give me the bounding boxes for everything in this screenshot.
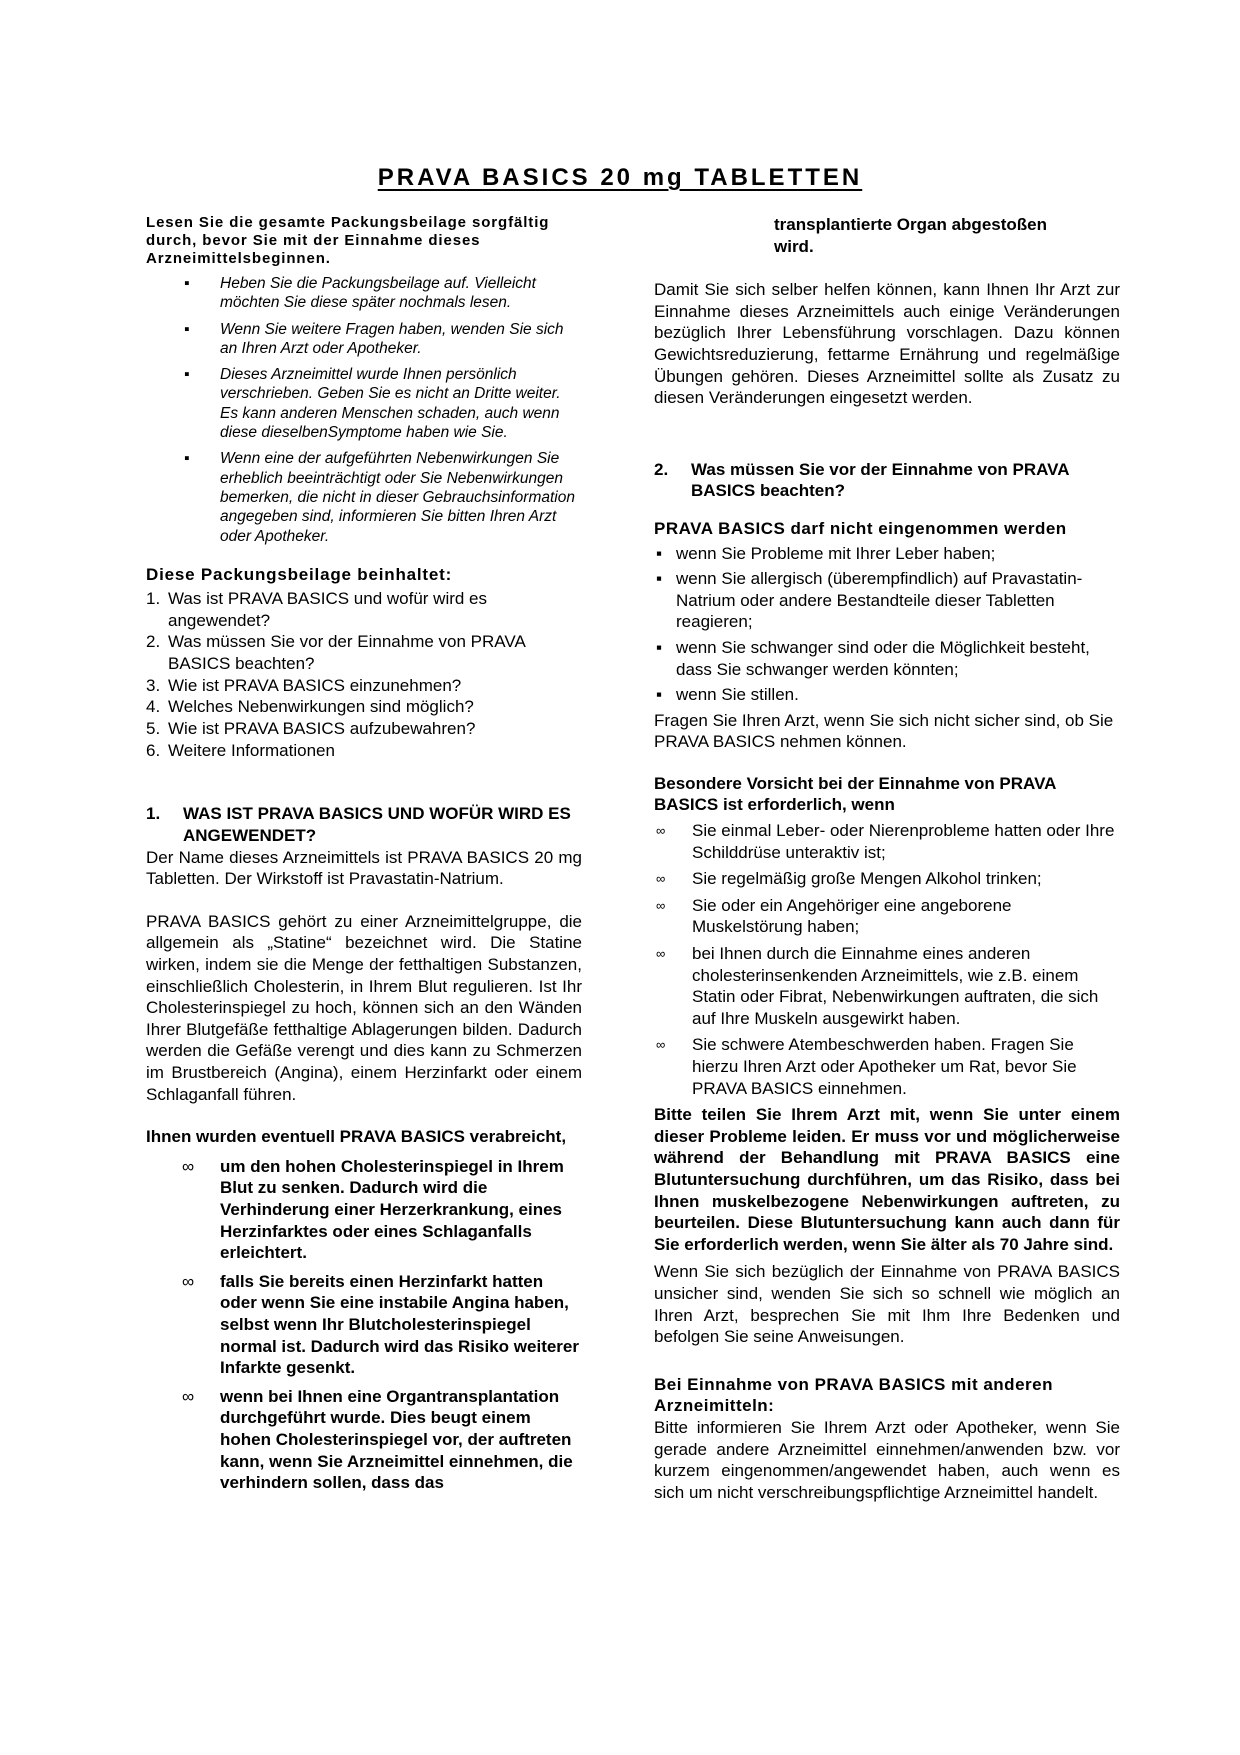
list-item: ▪ wenn Sie schwanger sind oder die Möglichkeit besteht, dass Sie schwanger werden könnten; — [654, 637, 1120, 680]
list-item: 1. Was ist PRAVA BASICS und wofür wird es angewendet? — [146, 588, 488, 630]
list-item: 2. Was müssen Sie vor der Einnahme von PRAVA BASICS beachten? — [146, 632, 525, 673]
tell-doctor-paragraph: Bitte teilen Sie Ihrem Arzt mit, wenn Sie unter einem dieser Probleme leiden. Er muss vor und möglicherweise während der Behandlung mit PRAVA BASICS eine Blutuntersuchung durchführen, um das Risiko, dass bei Ihnen muskelbezogene Nebenwirkungen auftreten, zu beurteilen. Diese Blutuntersuchung kann auch dann für Sie erforderlich werden, wenn Sie älter als 70 Jahre sind. — [654, 1105, 1120, 1254]
section-1-paragraph: PRAVA BASICS gehört zu einer Arzneimittelgruppe, die allgemein als „Statine“ bezeichnet wird. Die Statine wirken, indem sie die Menge der fetthaltigen Substanzen, einschließlich Cholesterin, in Ihrem Blut regulieren. Ist Ihr Cholesterinspiegel zu hoch, können sich an den Wänden Ihrer Blutgefäße fetthaltige Ablagerungen bilden. Dadurch werden die Gefäße verengt und dies kann zu Schmerzen im Brustbereich (Angina), einem Herzinfarkt oder einem Schlaganfall führen. — [146, 911, 582, 1104]
list-item: ▪ Wenn Sie weitere Fragen haben, wenden Sie sich an Ihren Arzt oder Apotheker. — [184, 320, 582, 359]
other-medicines-heading: Bei Einnahme von PRAVA BASICS mit anderen Arzneimitteln: — [654, 1374, 1053, 1416]
page-title: PRAVA BASICS 20 mg TABLETTEN — [377, 164, 863, 191]
list-item: ▪ wenn Sie allergisch (überempfindlich) auf Pravastatin-Natrium oder andere Bestandteile dieser Tabletten reagieren; — [654, 568, 1120, 633]
list-item: ∞ wenn bei Ihnen eine Organtransplantation durchgeführt wurde. Dies beugt einem hohen Cholesterinspiegel vor, der auftreten kann, wenn Sie Arzneimittel einnehmen, die verhindern sollen, dass das — [182, 1386, 582, 1494]
list-item: ∞ bei Ihnen durch die Einnahme eines anderen cholesterinsenkenden Arzneimittels, wie z.B. einem Statin oder Fibrat, Nebenwirkungen auftraten, die sich auf Ihre Muskeln ausgewirkt haben. — [654, 943, 1120, 1029]
other-medicines-paragraph: Bitte informieren Sie Ihrem Arzt oder Apotheker, wenn Sie gerade andere Arzneimittel einnehmen/anwenden bzw. vor kurzem eingenommen/angewendet haben, auch wenn es sich um nicht verschreibungspflichtige Arzneimittel handelt. — [654, 1417, 1120, 1502]
right-column — [654, 214, 1120, 1503]
list-item: ∞ Sie schwere Atembeschwerden haben. Fragen Sie hierzu Ihren Arzt oder Apotheker um Rat, bevor Sie PRAVA BASICS einnehmen. — [654, 1034, 1120, 1099]
not-take-list — [654, 543, 1120, 706]
intro-warning: Lesen Sie die gesamte Packungsbeilage sorgfältig durch, bevor Sie mit der Einnahme dieses Arzneimittelsbeginnen. — [146, 214, 550, 267]
care-list — [654, 820, 1120, 1099]
contents-list — [146, 588, 582, 762]
help-paragraph: Damit Sie sich selber helfen können, kann Ihnen Ihr Arzt zur Einnahme dieses Arzneimittels auch einige Veränderungen bezüglich Ihrer Lebensführung vorschlagen. Dazu können Gewichtsreduzierung, fettarme Ernährung und regelmäßige Übungen gehören. Dieses Arzneimittel sollte als Zusatz zu diesen Veränderungen eingesetzt werden. — [654, 280, 1120, 408]
continuation-text: transplantierte Organ abgestoßen wird. — [774, 215, 1047, 256]
list-item: 6. Weitere Informationen — [146, 740, 335, 760]
list-item: ▪ Heben Sie die Packungsbeilage auf. Vielleicht möchten Sie diese später nochmals lesen. — [184, 274, 582, 313]
tips-list — [146, 274, 582, 546]
list-item: ▪ wenn Sie Probleme mit Ihrer Leber haben; — [654, 543, 1120, 565]
list-item: ∞ Sie oder ein Angehöriger eine angeborene Muskelstörung haben; — [654, 895, 1120, 938]
left-column — [146, 214, 582, 1501]
list-item: 4. Welches Nebenwirkungen sind möglich? — [146, 697, 474, 717]
list-item: 5. Wie ist PRAVA BASICS aufzubewahren? — [146, 719, 476, 739]
contents-heading: Diese Packungsbeilage beinhaltet: — [146, 564, 453, 584]
ask-paragraph: Fragen Sie Ihren Arzt, wenn Sie sich nicht sicher sind, ob Sie PRAVA BASICS nehmen können. — [654, 710, 1114, 752]
not-take-heading: PRAVA BASICS darf nicht eingenommen werden — [654, 518, 1067, 538]
list-item: ∞ falls Sie bereits einen Herzinfarkt hatten oder wenn Sie eine instabile Angina haben, selbst wenn Ihr Blutcholesterinspiegel normal ist. Dadurch wird das Risiko weiterer Infarkte gesenkt. — [182, 1271, 582, 1379]
list-item: ∞ um den hohen Cholesterinspiegel in Ihrem Blut zu senken. Dadurch wird die Verhinderung einer Herzerkrankung, eines Herzinfarktes oder eines Schlaganfalls erleichtert. — [182, 1156, 582, 1264]
section-1-heading: 1. WAS IST PRAVA BASICS UND WOFÜR WIRD ES ANGEWENDET? — [146, 804, 571, 846]
list-item: ▪ Dieses Arzneimittel wurde Ihnen persönlich verschrieben. Geben Sie es nicht an Dritte weiter. Es kann anderen Menschen schaden, auch wenn diese dieselbenSymptome haben wie Sie. — [184, 365, 582, 442]
care-heading: Besondere Vorsicht bei der Einnahme von PRAVA BASICS ist erforderlich, wenn — [654, 773, 1056, 815]
list-item: ▪ wenn Sie stillen. — [654, 684, 1120, 706]
list-item: ∞ Sie regelmäßig große Mengen Alkohol trinken; — [654, 868, 1120, 890]
section-1-paragraph: Der Name dieses Arzneimittels ist PRAVA BASICS 20 mg Tabletten. Der Wirkstoff ist Pravastatin-Natrium. — [146, 847, 582, 889]
list-item: ▪ Wenn eine der aufgeführten Nebenwirkungen Sie erheblich beeinträchtigt oder Sie Nebenwirkungen bemerken, die nicht in dieser Gebrauchsinformation angegeben sind, informieren Sie bitten Ihren Arzt oder Apotheker. — [184, 449, 582, 545]
given-heading: Ihnen wurden eventuell PRAVA BASICS verabreicht, — [146, 1127, 567, 1147]
given-list — [146, 1156, 582, 1494]
list-item: ∞ Sie einmal Leber- oder Nierenprobleme hatten oder Ihre Schilddrüse unteraktiv ist; — [654, 820, 1120, 863]
unsure-paragraph: Wenn Sie sich bezüglich der Einnahme von PRAVA BASICS unsicher sind, wenden Sie sich so schnell wie möglich an Ihren Arzt, besprechen Sie mit Ihm Ihre Bedenken und befolgen Sie seine Anweisungen. — [654, 1262, 1120, 1347]
section-2-heading: 2. Was müssen Sie vor der Einnahme von PRAVA BASICS beachten? — [654, 459, 1069, 501]
list-item: 3. Wie ist PRAVA BASICS einzunehmen? — [146, 675, 462, 695]
